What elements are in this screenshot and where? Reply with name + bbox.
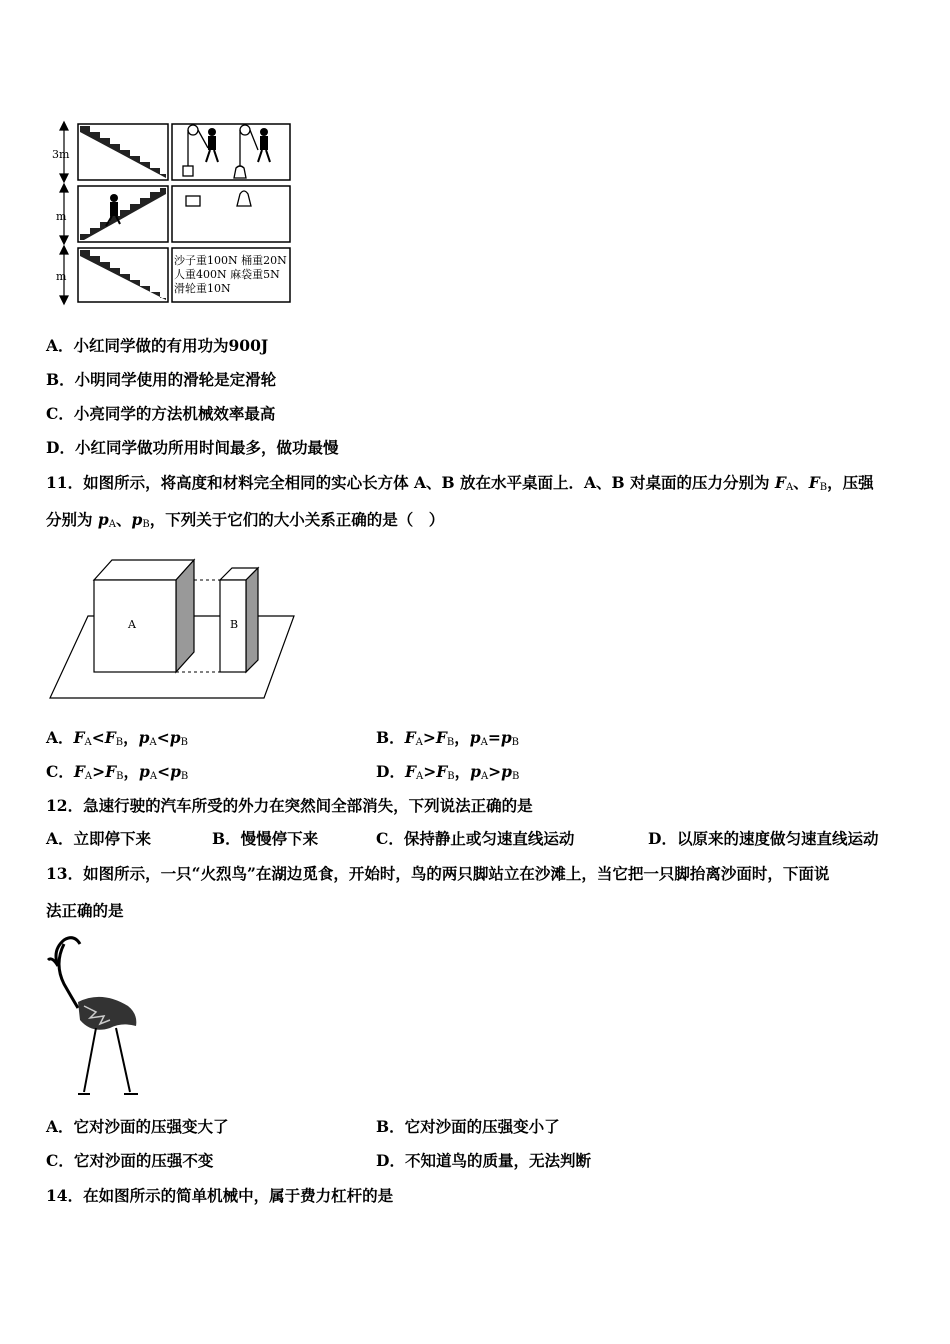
table-text-1: 沙子重100N 桶重20N: [174, 254, 287, 267]
q11-var-p: p: [138, 762, 150, 781]
q11-var-p: p: [470, 762, 481, 781]
q10-option-c: C．小亮同学的方法机械效率最高: [46, 404, 276, 423]
q11-var-f: F: [73, 728, 85, 747]
block-b-label: B: [230, 618, 239, 631]
q11-var-p: p: [170, 762, 181, 781]
q11-stem-text-1: 11．如图所示，将高度和材料完全相同的实心长方体 A、B 放在水平桌面上．A、B 对桌面的压力分别为: [46, 473, 775, 492]
q11-var-f: F: [404, 728, 416, 747]
q11-sub-b: B: [447, 771, 455, 782]
q11-c-rel1: >: [92, 762, 106, 781]
q11-sub-b: B: [116, 771, 124, 782]
q13-option-d: D．不知道鸟的质量，无法判断: [376, 1151, 591, 1170]
q10-figure-svg: [50, 118, 300, 308]
q11-stem-line1: [46, 473, 874, 498]
q11-sub-a: A: [108, 519, 116, 530]
q11-sub-a: A: [84, 771, 93, 782]
q11-sub-a: A: [785, 482, 794, 493]
q11-sub-a: A: [84, 737, 92, 748]
q11-figure: [48, 552, 298, 702]
flamingo-icon: [44, 936, 144, 1100]
q11-var-p: p: [131, 510, 143, 529]
q11-b-rel2: =: [487, 728, 501, 747]
q11-d-rel2: >: [488, 762, 502, 781]
q11-option-b: [376, 728, 519, 753]
q11-c-prefix: C．: [46, 762, 74, 781]
q12-option-d: D．以原来的速度做匀速直线运动: [648, 829, 879, 848]
q11-sub-b: B: [511, 737, 520, 748]
q11-sub-b: B: [180, 737, 188, 748]
q11-var-f: F: [436, 762, 448, 781]
q11-sep-2: 、: [115, 510, 132, 529]
q13-stem-line1: 13．如图所示，一只“火烈鸟”在湖边觅食，开始时，鸟的两只脚站立在沙滩上，当它把一只脚抬离沙面时，下面说: [46, 864, 830, 883]
q13-flamingo-figure: [44, 936, 144, 1100]
q11-comma: ，: [454, 762, 471, 781]
q11-sep-1: 、: [793, 473, 809, 492]
q11-b-prefix: B．: [376, 728, 405, 747]
q11-a-rel1: <: [91, 728, 105, 747]
q11-var-f: F: [105, 762, 117, 781]
table-text-3: 滑轮重10N: [174, 282, 231, 295]
q11-var-f: F: [104, 728, 116, 747]
q13-stem-line2: 法正确的是: [46, 901, 124, 920]
q11-a-prefix: A．: [46, 728, 74, 747]
height-label-1: 3m: [52, 148, 70, 161]
q11-comma: ，: [123, 728, 139, 747]
q11-sub-b: B: [180, 771, 189, 782]
q11-var-p: p: [500, 728, 512, 747]
q11-var-f: F: [808, 473, 820, 492]
q11-comma: ，: [454, 728, 470, 747]
q12-option-b: B．慢慢停下来: [212, 829, 319, 848]
q11-sub-b: B: [512, 771, 520, 782]
q11-sub-b: B: [446, 737, 455, 748]
q11-var-f: F: [73, 762, 85, 781]
q11-d-rel1: >: [423, 762, 437, 781]
q10-option-a: A．小红同学做的有用功为900J: [46, 336, 269, 355]
q10-option-b: B．小明同学使用的滑轮是定滑轮: [46, 370, 277, 389]
q10-figure: [50, 118, 300, 308]
q11-stem-text-2: ，压强: [827, 473, 874, 492]
q11-sub-a: A: [415, 771, 424, 782]
q11-stem-line2: [46, 510, 444, 535]
q11-sub-b: B: [819, 482, 828, 493]
q11-var-f: F: [404, 762, 416, 781]
q12-option-a: A．立即停下来: [46, 829, 152, 848]
height-label-2: m: [56, 210, 67, 223]
q11-sub-a: A: [480, 737, 488, 748]
q11-d-prefix: D．: [376, 762, 405, 781]
table-text-2: 人重400N 麻袋重5N: [174, 268, 280, 281]
q11-b-rel1: >: [422, 728, 436, 747]
q11-stem-text-4: ，下列关于它们的大小关系正确的是（ ）: [149, 510, 445, 529]
q11-var-f: F: [435, 728, 447, 747]
q11-var-p: p: [169, 728, 181, 747]
q13-option-b: B．它对沙面的压强变小了: [376, 1117, 560, 1136]
q11-var-p: p: [501, 762, 513, 781]
q11-var-p: p: [469, 728, 481, 747]
q11-c-rel2: <: [157, 762, 171, 781]
q13-option-c: C．它对沙面的压强不变: [46, 1151, 214, 1170]
q13-option-a: A．它对沙面的压强变大了: [46, 1117, 229, 1136]
q11-sub-a: A: [149, 737, 157, 748]
q11-sub-a: A: [415, 737, 423, 748]
q12-stem: 12．急速行驶的汽车所受的外力在突然间全部消失，下列说法正确的是: [46, 796, 533, 815]
q11-option-c: [46, 762, 188, 787]
height-label-3: m: [56, 270, 67, 283]
q11-option-d: [376, 762, 519, 787]
q11-sub-b: B: [115, 737, 124, 748]
q11-var-p: p: [97, 510, 109, 529]
q11-sub-a: A: [149, 771, 158, 782]
q11-option-a: [46, 728, 188, 753]
q11-stem-text-3: 分别为: [46, 510, 98, 529]
q11-sub-a: A: [480, 771, 489, 782]
q14-stem: 14．在如图所示的简单机械中，属于费力杠杆的是: [46, 1186, 394, 1205]
q11-var-p: p: [138, 728, 150, 747]
q12-option-c: C．保持静止或匀速直线运动: [376, 829, 575, 848]
q10-option-d: D．小红同学做功所用时间最多，做功最慢: [46, 438, 339, 457]
q11-a-rel2: <: [156, 728, 170, 747]
q11-var-f: F: [774, 473, 786, 492]
block-a-label: A: [128, 618, 136, 631]
q11-figure-svg: [48, 552, 298, 702]
q11-comma: ，: [123, 762, 139, 781]
q11-sub-b: B: [142, 519, 150, 530]
